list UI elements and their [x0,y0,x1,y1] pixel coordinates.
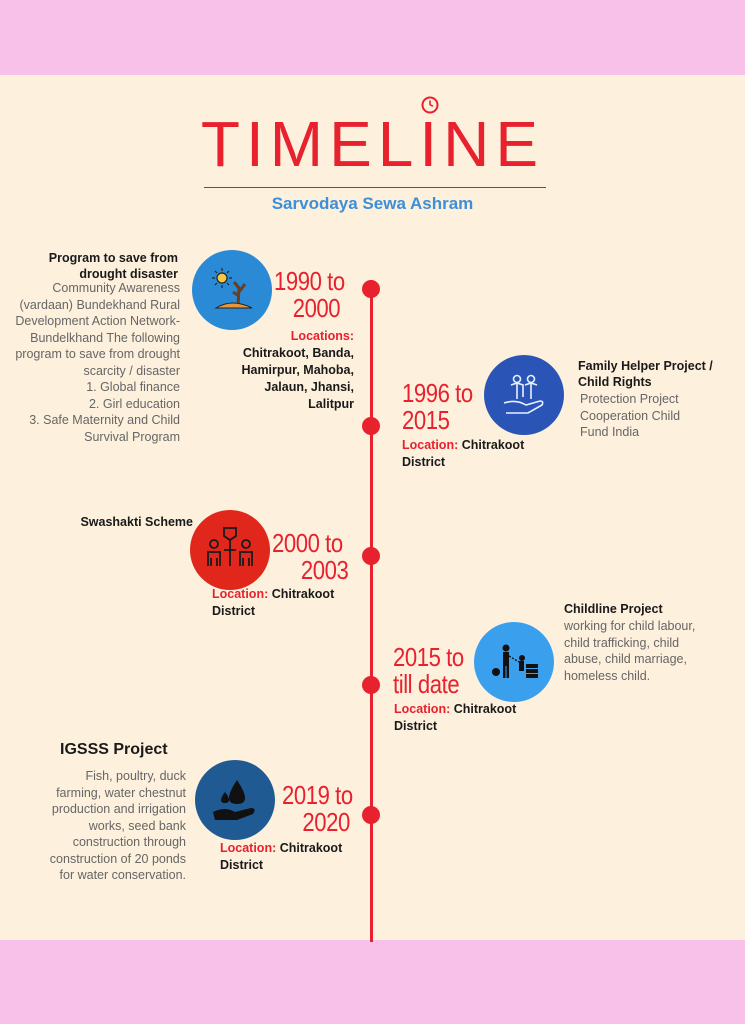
period-line-2: 2020 [302,807,350,837]
clock-icon [421,96,439,114]
timeline-dot-2000 [362,547,380,565]
location-value: Chitrakoot District [212,587,335,618]
page-title: TIMELINE [200,108,545,180]
location-2019-2020 [220,840,370,874]
timeline-dot-2015 [362,676,380,694]
list-item: 3. Safe Maternity and Child Survival Program [29,413,180,444]
program-desc-childline: working for child labour, child trafficking, child abuse, child marriage, homeless child. [564,619,696,683]
program-desc-family-helper: Protection Project Cooperation Child Fund India [580,392,681,439]
list-item: 2. Girl education [88,396,180,411]
period-line-1: 2019 to [282,780,353,810]
period-2019-2020 [282,782,353,836]
timeline-dot-2019 [362,806,380,824]
location-label: Location: [394,702,451,716]
period-line-1: 2000 to [272,528,343,558]
period-line-2: till date [393,669,460,699]
location-label: Location: [220,841,277,855]
location-label: Location: [402,438,459,452]
period-line-2: 2003 [300,555,349,585]
period-1990-2000 [274,268,345,322]
page-subtitle: Sarvodaya Sewa Ashram [271,194,474,213]
location-2015-till-date [394,701,544,735]
program-desc-drought [6,280,180,445]
empowerment-fist-icon [190,510,270,590]
timeline-axis [370,280,373,942]
description-text: Community Awareness (vardaan) Bundekhand Rural Development Action Network- Bundelkhand The following program to save from drought scarcity / disaster [15,281,180,378]
program-title-family-helper: Family Helper Project / Child Rights [578,359,713,389]
location-2000-2003 [212,586,362,620]
location-value: Chitrakoot District [220,841,343,872]
family-hand-icon [484,355,564,435]
top-band [0,0,745,75]
program-title-igsss: IGSSS Project [60,741,168,758]
program-title-drought: Program to save from drought disaster [48,251,178,281]
location-1990-2000 [224,328,354,413]
location-value: Chitrakoot District [402,438,525,469]
bottom-band [0,940,745,1024]
title-divider [204,187,546,188]
program-desc-igsss: Fish, poultry, duck farming, water chestnut production and irrigation works, seed bank construction through construction of 20 ponds for water conservation. [49,769,186,882]
timeline-dot-1990 [362,280,380,298]
program-title-swashakti: Swashakti Scheme [80,515,193,529]
location-1996-2015 [402,437,562,471]
period-2015-till-date [393,644,464,698]
water-hand-icon [195,760,275,840]
program-title-childline: Childline Project [564,602,663,616]
period-line-2: 2015 [402,405,450,435]
location-label: Location: [212,587,269,601]
drought-tree-icon [192,250,272,330]
period-line-2: 2000 [292,293,341,323]
location-value: Chitrakoot District [394,702,517,733]
location-value: Chitrakoot, Banda, Hamirpur, Mahoba, Jalaun, Jhansi, Lalitpur [241,346,354,411]
timeline-dot-1996 [362,417,380,435]
child-labour-icon [474,622,554,702]
period-line-1: 2015 to [393,642,464,672]
period-2000-2003 [272,530,348,584]
location-label: Locations: [290,329,354,343]
list-item: 1. Global finance [86,380,180,394]
period-line-1: 1990 to [274,266,345,296]
period-line-1: 1996 to [402,378,473,408]
period-1996-2015 [402,380,473,434]
